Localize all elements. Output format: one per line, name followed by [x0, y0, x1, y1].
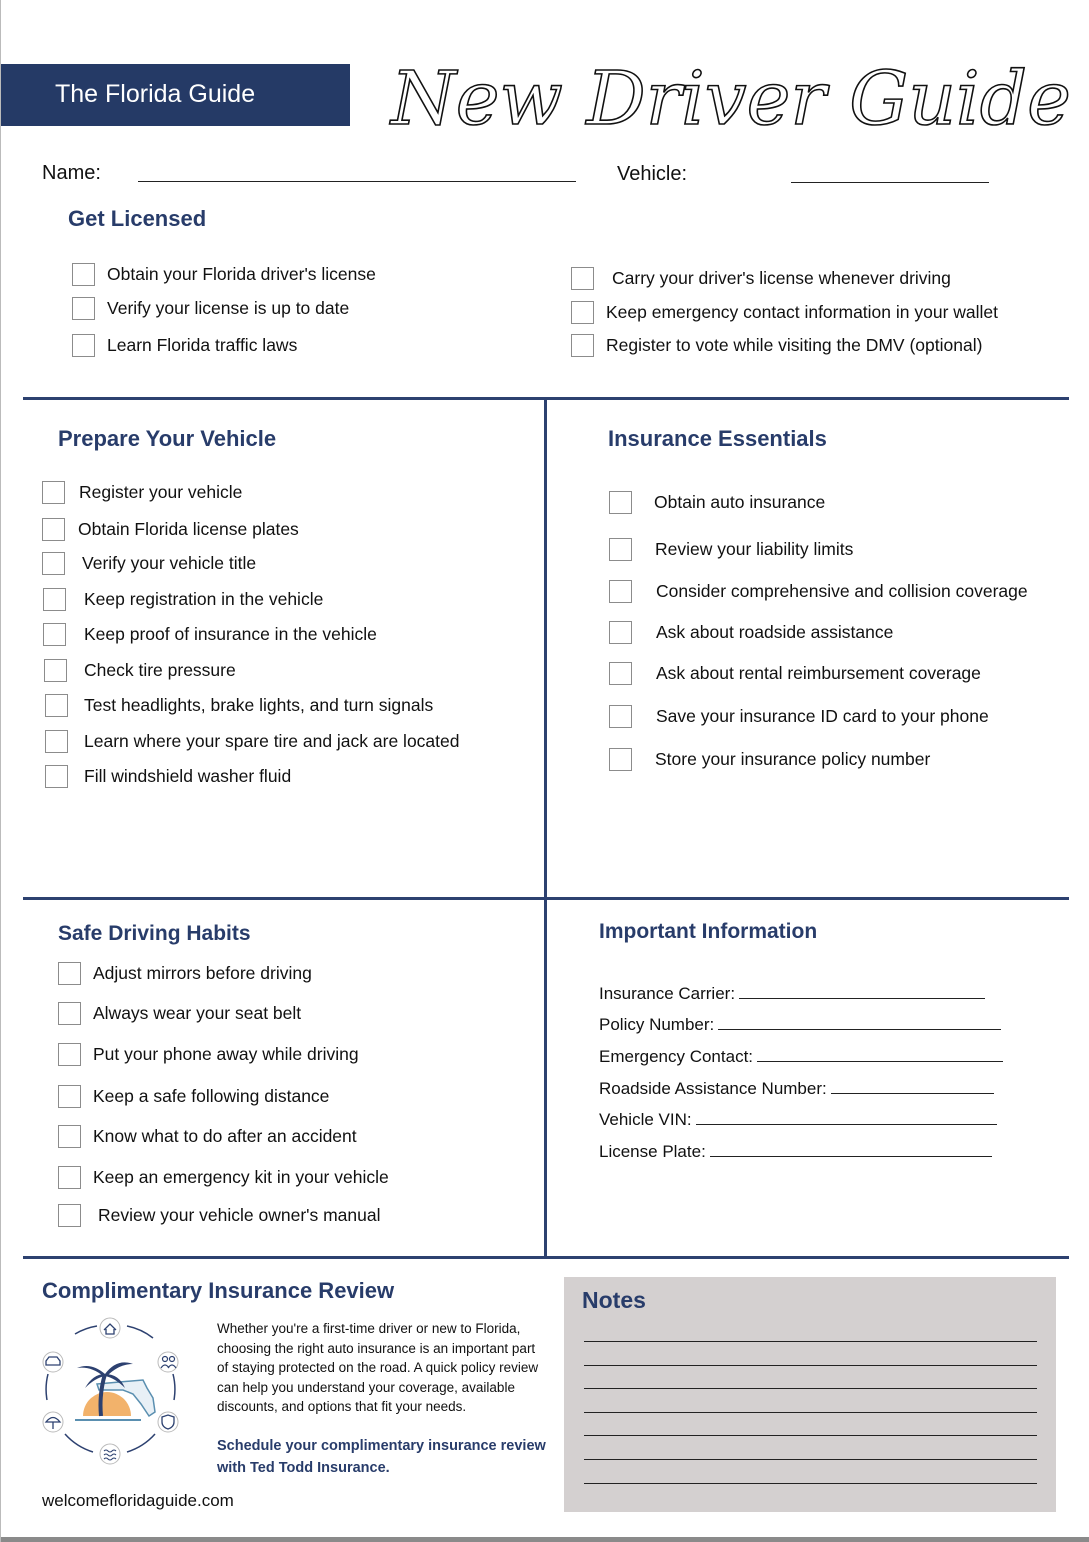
checkbox[interactable] [571, 267, 594, 290]
website-link[interactable]: welcomefloridaguide.com [42, 1491, 234, 1510]
checkbox[interactable] [58, 1002, 81, 1025]
notes-line[interactable] [584, 1388, 1037, 1389]
checkbox[interactable] [58, 1085, 81, 1108]
item-label: Store your insurance policy number [655, 749, 931, 769]
checkbox[interactable] [609, 538, 632, 561]
name-line[interactable] [138, 181, 576, 182]
umbrella-icon [43, 1412, 63, 1432]
item-label: Fill windshield washer fluid [84, 766, 292, 786]
checkbox[interactable] [72, 334, 95, 357]
checkbox[interactable] [44, 659, 67, 682]
notes-box[interactable] [564, 1277, 1056, 1512]
item-label: Carry your driver's license whenever driving [612, 268, 951, 288]
fill-line[interactable] [718, 1016, 1001, 1030]
checkbox[interactable] [58, 962, 81, 985]
item-label: Learn where your spare tire and jack are located [84, 731, 460, 751]
script-title-graphic [387, 38, 1071, 148]
item-label: Keep registration in the vehicle [84, 589, 324, 609]
checkbox[interactable] [609, 491, 632, 514]
item-label: Review your vehicle owner's manual [98, 1205, 381, 1225]
checklist-item[interactable] [58, 1085, 329, 1108]
name-label: Name: [42, 162, 101, 184]
notes-line[interactable] [584, 1435, 1037, 1436]
item-label: Verify your vehicle title [82, 553, 257, 573]
shield-icon [158, 1412, 178, 1432]
important-info-title: Important Information [599, 920, 818, 943]
checklist-item[interactable] [609, 662, 981, 685]
info-label: Insurance Carrier: [599, 984, 736, 1003]
info-label: Emergency Contact: [599, 1047, 754, 1066]
vehicle-line[interactable] [791, 182, 989, 183]
item-label: Register to vote while visiting the DMV (optional) [606, 335, 983, 355]
item-label: Consider comprehensive and collision coverage [656, 581, 1028, 601]
checkbox[interactable] [43, 623, 66, 646]
item-label: Check tire pressure [84, 660, 236, 680]
divider-horizontal-bottom [23, 1256, 1069, 1259]
notes-line[interactable] [584, 1365, 1037, 1366]
item-label: Obtain Florida license plates [78, 519, 299, 539]
checkbox[interactable] [42, 481, 65, 504]
safe-driving-title: Safe Driving Habits [58, 922, 251, 945]
info-label: Policy Number: [599, 1015, 715, 1034]
item-label: Review your liability limits [655, 539, 854, 559]
fill-line[interactable] [739, 985, 985, 999]
checkbox[interactable] [609, 621, 632, 644]
notes-line[interactable] [584, 1341, 1037, 1342]
title-banner [1, 64, 350, 126]
checkbox[interactable] [609, 580, 632, 603]
info-label: Vehicle VIN: [599, 1110, 692, 1129]
checklist-item[interactable] [58, 1125, 357, 1148]
checkbox[interactable] [45, 765, 68, 788]
checkbox[interactable] [45, 730, 68, 753]
page-bottom-edge [1, 1537, 1089, 1542]
info-field-insurance-carrier[interactable] [599, 984, 985, 1004]
divider-vertical [544, 398, 547, 1258]
item-label: Keep an emergency kit in your vehicle [93, 1167, 389, 1187]
checklist-item[interactable] [571, 301, 998, 324]
checkbox[interactable] [72, 297, 95, 320]
checkbox[interactable] [609, 705, 632, 728]
checklist-item[interactable] [58, 1043, 359, 1066]
info-label: License Plate: [599, 1142, 706, 1161]
item-label: Learn Florida traffic laws [107, 335, 298, 355]
info-field-vehicle-vin[interactable] [599, 1110, 997, 1130]
checkbox[interactable] [571, 301, 594, 324]
insurance-essentials-title: Insurance Essentials [608, 426, 827, 451]
checkbox[interactable] [43, 588, 66, 611]
item-label: Obtain auto insurance [654, 492, 826, 512]
divider-horizontal-middle [23, 897, 1069, 900]
car-icon [43, 1352, 63, 1372]
checklist-item[interactable] [44, 659, 236, 682]
checklist-item[interactable] [42, 481, 242, 504]
waves-icon [100, 1444, 120, 1464]
item-label: Know what to do after an accident [93, 1126, 357, 1146]
checkbox[interactable] [609, 748, 632, 771]
prepare-vehicle-title: Prepare Your Vehicle [58, 426, 277, 451]
checkbox[interactable] [58, 1043, 81, 1066]
item-label: Obtain your Florida driver's license [107, 264, 376, 284]
checklist-item[interactable] [571, 334, 982, 357]
item-label: Verify your license is up to date [107, 298, 350, 318]
review-body: Whether you're a first-time driver or new to Florida, choosing the right auto insurance is an important part of staying protected on the road. A quick policy review can help you understand your coverage, available discounts, and options that fit your needs. [217, 1321, 539, 1414]
item-label: Keep emergency contact information in your wallet [606, 302, 999, 322]
fill-line[interactable] [696, 1111, 997, 1125]
item-label: Ask about roadside assistance [656, 622, 894, 642]
checklist-item[interactable] [58, 1204, 381, 1227]
get-licensed-title: Get Licensed [68, 206, 207, 231]
checklist-item[interactable] [72, 334, 297, 357]
checklist-item[interactable] [72, 263, 376, 286]
checklist-item[interactable] [609, 580, 1028, 603]
checklist-item[interactable] [58, 1166, 389, 1189]
checklist-item[interactable] [42, 552, 256, 575]
fill-line[interactable] [710, 1143, 992, 1157]
checklist-item[interactable] [58, 1002, 301, 1025]
vehicle-label: Vehicle: [617, 163, 688, 185]
checkbox[interactable] [571, 334, 594, 357]
info-field-roadside-number[interactable] [599, 1079, 994, 1099]
banner-text: The Florida Guide [55, 80, 256, 108]
item-label: Ask about rental reimbursement coverage [656, 663, 981, 683]
checklist-item[interactable] [571, 267, 951, 290]
checklist-item[interactable] [42, 518, 299, 541]
item-label: Register your vehicle [79, 482, 243, 502]
notes-line[interactable] [584, 1459, 1037, 1460]
script-title [387, 38, 1071, 148]
checkbox[interactable] [42, 552, 65, 575]
checklist-item[interactable] [43, 623, 377, 646]
checkbox[interactable] [609, 662, 632, 685]
fill-line[interactable] [831, 1080, 994, 1094]
checkbox[interactable] [45, 694, 68, 717]
checkbox[interactable] [58, 1204, 81, 1227]
info-label: Roadside Assistance Number: [599, 1079, 827, 1098]
script-title-text: New Driver Guide [391, 56, 1071, 142]
checklist-item[interactable] [609, 538, 853, 561]
item-label: Save your insurance ID card to your phone [656, 706, 989, 726]
insurance-emblem [35, 1316, 187, 1466]
notes-line[interactable] [584, 1483, 1037, 1484]
people-icon [158, 1352, 178, 1372]
fill-line[interactable] [757, 1048, 1003, 1062]
info-field-license-plate[interactable] [599, 1142, 992, 1162]
checkbox[interactable] [58, 1125, 81, 1148]
notes-title: Notes [582, 1287, 646, 1313]
item-label: Test headlights, brake lights, and turn signals [84, 695, 434, 715]
checklist-item[interactable] [72, 297, 349, 320]
checklist-item[interactable] [45, 694, 433, 717]
review-title: Complimentary Insurance Review [42, 1278, 395, 1303]
sun-icon [83, 1392, 131, 1416]
item-label: Always wear your seat belt [93, 1003, 302, 1023]
checklist-item[interactable] [609, 705, 989, 728]
checkbox[interactable] [72, 263, 95, 286]
checkbox[interactable] [42, 518, 65, 541]
checkbox[interactable] [58, 1166, 81, 1189]
info-field-policy-number[interactable] [599, 1015, 1001, 1035]
checklist-item[interactable] [43, 588, 323, 611]
checklist-item[interactable] [609, 491, 825, 514]
info-field-emergency-contact[interactable] [599, 1047, 1003, 1067]
item-label: Keep a safe following distance [93, 1086, 330, 1106]
checklist-item[interactable] [58, 962, 312, 985]
checklist-item[interactable] [45, 730, 460, 753]
review-cta[interactable]: Schedule your complimentary insurance review with Ted Todd Insurance. [217, 1438, 546, 1476]
checklist-item[interactable] [609, 748, 930, 771]
notes-line[interactable] [584, 1412, 1037, 1413]
item-label: Put your phone away while driving [93, 1044, 359, 1064]
item-label: Adjust mirrors before driving [93, 963, 312, 983]
checklist-item[interactable] [609, 621, 893, 644]
item-label: Keep proof of insurance in the vehicle [84, 624, 377, 644]
checklist-item[interactable] [45, 765, 291, 788]
home-icon [100, 1318, 120, 1338]
